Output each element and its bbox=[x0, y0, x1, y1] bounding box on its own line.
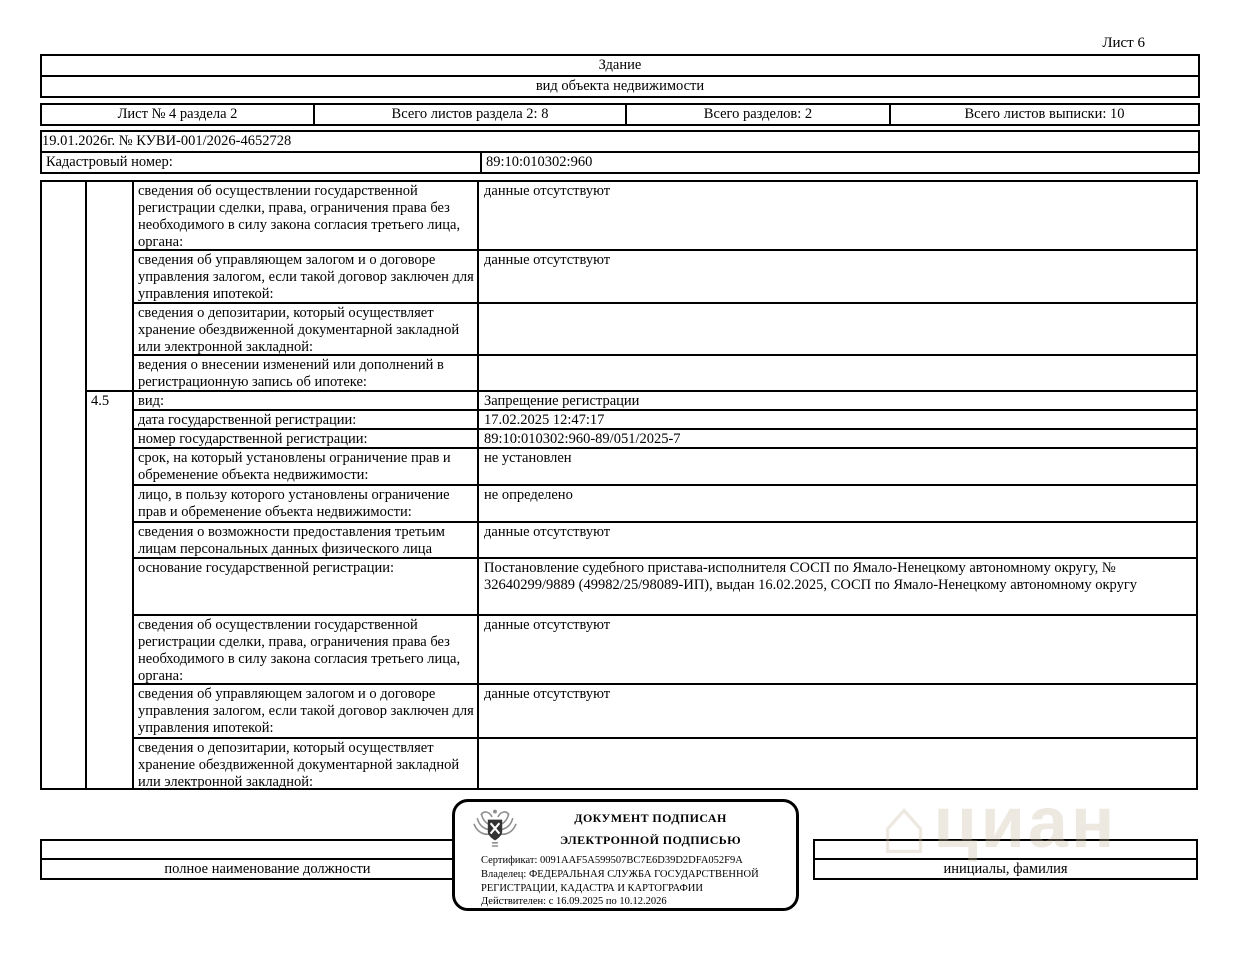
table-row-label: сведения об управляющем залогом и о договоре управления залогом, если такой договор заключен для управления ипотекой: bbox=[134, 249, 479, 302]
house-icon: ⌂ bbox=[880, 781, 932, 870]
sheet-info-cell: Всего листов раздела 2: 8 bbox=[313, 105, 625, 124]
subsection-number: 4.5 bbox=[91, 393, 110, 409]
table-row-value: данные отсутствуют bbox=[479, 614, 1196, 683]
name-caption: инициалы, фамилия bbox=[815, 858, 1196, 880]
subsection-column-top bbox=[87, 182, 134, 390]
table-row-label: ведения о внесении изменений или дополнений в регистрационную запись об ипотеке: bbox=[134, 354, 479, 390]
watermark-text: циан bbox=[933, 783, 1118, 863]
table-row-label: дата государственной регистрации: bbox=[134, 409, 479, 428]
table-row-label: сведения о возможности предоставления третьим лицам персональных данных физического лица bbox=[134, 521, 479, 557]
table-row-value: данные отсутствуют bbox=[484, 183, 611, 199]
stamp-header bbox=[455, 807, 796, 853]
sheet-info-cell: Лист № 4 раздела 2 bbox=[117, 106, 238, 122]
stamp-title-block bbox=[519, 811, 796, 848]
table-row-value: 89:10:010302:960-89/051/2025-7 bbox=[479, 428, 1196, 447]
object-type-box bbox=[40, 54, 1200, 98]
digital-signature-stamp bbox=[452, 799, 799, 911]
table-row-label: сведения об управляющем залогом и о договоре управления залогом, если такой договор заключен для управления ипотекой: bbox=[134, 683, 479, 737]
stamp-owner: Владелец: ФЕДЕРАЛЬНАЯ СЛУЖБА ГОСУДАРСТВЕННОЙ РЕГИСТРАЦИИ, КАДАСТРА И КАРТОГРАФИИ bbox=[481, 868, 759, 894]
table-row-value bbox=[479, 302, 1196, 354]
position-caption: полное наименование должности bbox=[42, 858, 493, 880]
table-row-label: сведения об осуществлении государственной регистрации сделки, права, ограничения права без необходимого в силу закона согласия третьего лица, органа: bbox=[134, 614, 479, 683]
table-row-label: вид: bbox=[134, 390, 479, 409]
sheet-info-cell: Всего разделов: 2 bbox=[625, 105, 889, 124]
stamp-title-line2: ЭЛЕКТРОННОЙ ПОДПИСЬЮ bbox=[559, 833, 742, 847]
section-index-column bbox=[42, 182, 87, 788]
table-row-value bbox=[479, 354, 1196, 390]
table-row-label: номер государственной регистрации: bbox=[134, 428, 479, 447]
subsection-number-cell bbox=[87, 390, 134, 788]
cadastral-row bbox=[42, 151, 1198, 172]
table-row-label: срок, на который установлены ограничение прав и обременение объекта недвижимости: bbox=[134, 447, 479, 484]
cadastral-label: Кадастровый номер: bbox=[46, 154, 173, 170]
table-row-label: лицо, в пользу которого установлены ограничение прав и обременение объекта недвижимости: bbox=[134, 484, 479, 521]
registration-details-table bbox=[40, 180, 1198, 790]
table-row-value: не установлен bbox=[479, 447, 1196, 484]
object-type-caption: вид объекта недвижимости bbox=[42, 75, 1198, 96]
table-row-label: основание государственной регистрации: bbox=[134, 557, 479, 614]
cadastral-value: 89:10:010302:960 bbox=[480, 153, 1198, 172]
stamp-certificate: Сертификат: 0091AAF5A599507BC7E6D39D2DFA052F9A bbox=[481, 855, 743, 866]
table-row-value: Запрещение регистрации bbox=[479, 390, 1196, 409]
table-row-value: Постановление судебного пристава-исполнителя СОСП по Ямало-Ненецкому автономному округу, № 32640299/9889 (49982/25/98089-ИП), выдан 16.02.2025, СОСП по Ямало-Ненецкому автономному округу bbox=[479, 557, 1196, 614]
sheet-info-cell: Всего листов выписки: 10 bbox=[889, 105, 1198, 124]
object-type-value: Здание bbox=[598, 57, 642, 73]
table-row-value: данные отсутствуют bbox=[479, 249, 1196, 302]
signature-position-field bbox=[42, 841, 493, 858]
document-meta-box bbox=[40, 130, 1200, 174]
cian-watermark bbox=[880, 780, 1117, 872]
stamp-info-block bbox=[481, 854, 769, 909]
table-row-value: 17.02.2025 12:47:17 bbox=[479, 409, 1196, 428]
stamp-validity: Действителен: с 16.09.2025 по 10.12.2026 bbox=[481, 896, 667, 908]
document-date-number: 19.01.2026г. № КУВИ-001/2026-4652728 bbox=[42, 133, 292, 149]
table-row-value: данные отсутствуют bbox=[479, 521, 1196, 557]
table-row-value: не определено bbox=[479, 484, 1196, 521]
table-row-value: данные отсутствуют bbox=[479, 683, 1196, 737]
table-row-label: сведения о депозитарии, который осуществляет хранение обездвиженной документарной закладной или электронной закладной: bbox=[134, 302, 479, 354]
table-row-label: сведения об осуществлении государственной регистрации сделки, права, ограничения права без необходимого в силу закона согласия третьего лица, органа: bbox=[134, 182, 479, 249]
signature-position-table bbox=[40, 839, 495, 880]
sheet-number-label: Лист 6 bbox=[1102, 35, 1145, 51]
table-row-label: сведения о депозитарии, который осуществляет хранение обездвиженной документарной закладной или электронной закладной: bbox=[134, 737, 479, 788]
rosreestr-eagle-icon bbox=[471, 807, 519, 853]
sheet-info-row bbox=[40, 103, 1200, 126]
stamp-title-line1: ДОКУМЕНТ ПОДПИСАН bbox=[574, 811, 727, 825]
